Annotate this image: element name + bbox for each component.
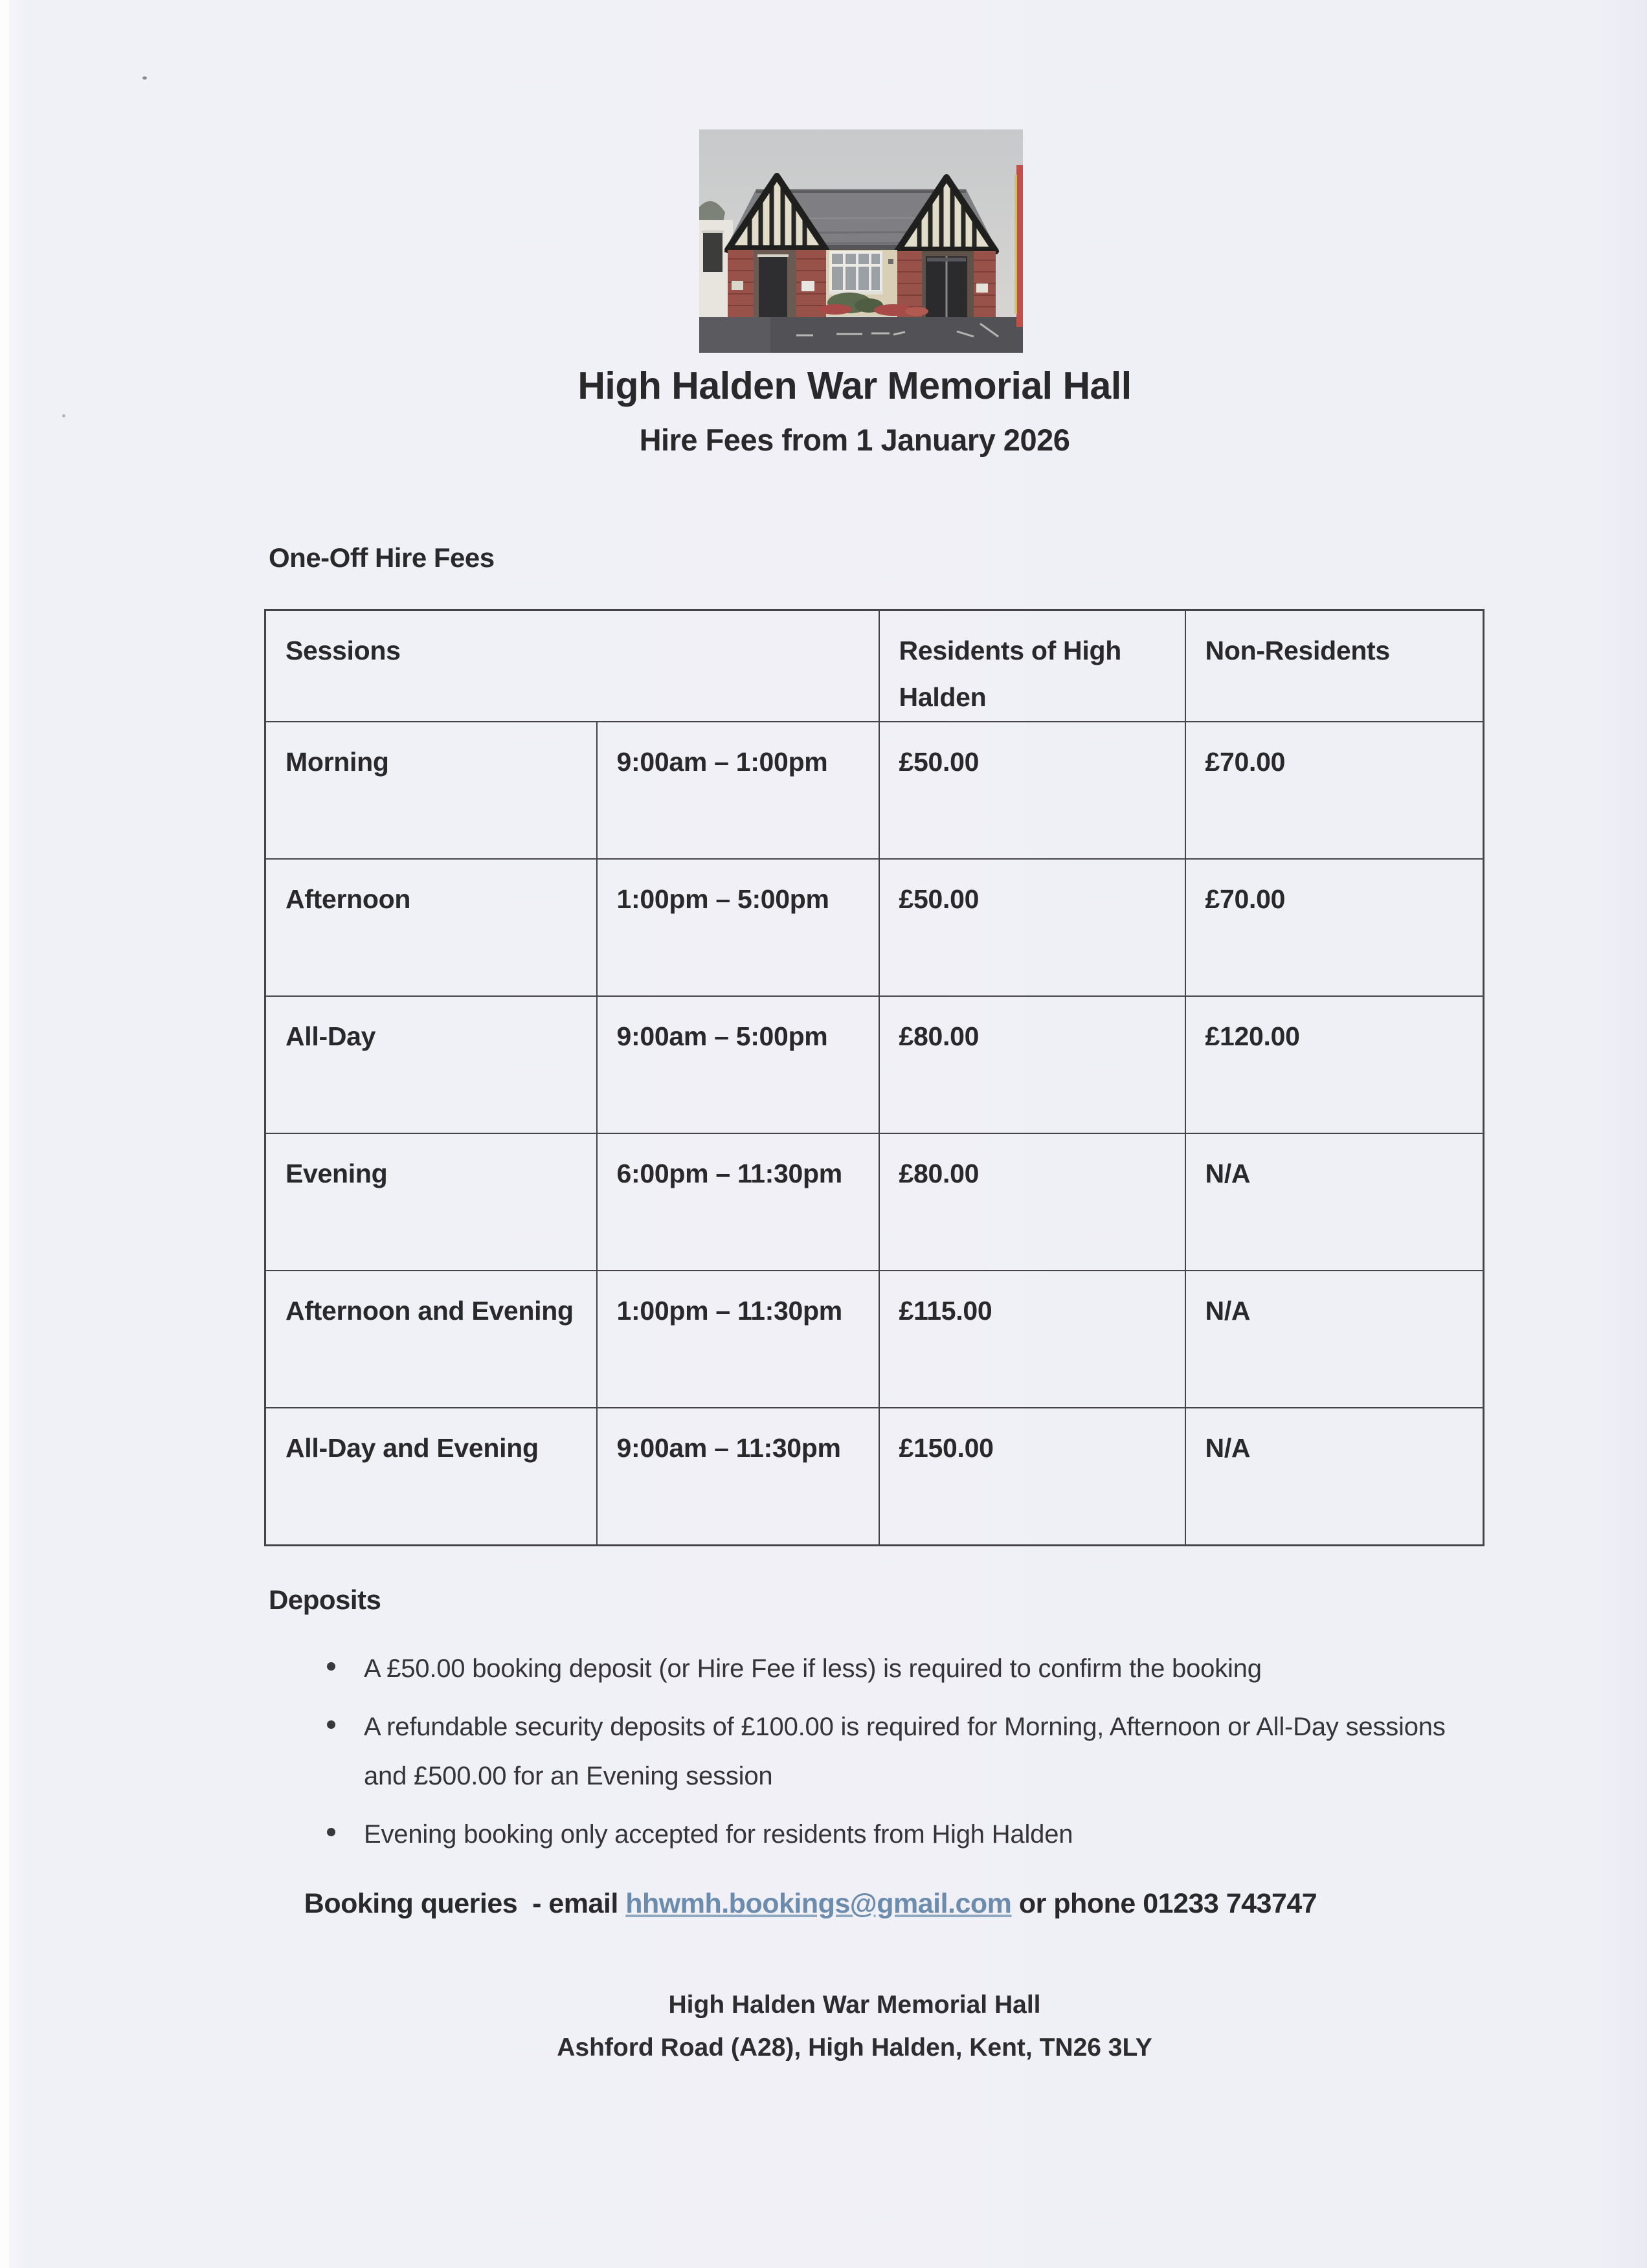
table-row	[265, 1271, 1484, 1408]
session-name: Evening	[265, 1133, 597, 1271]
session-name: Afternoon and Evening	[265, 1271, 597, 1408]
bullet-text: A £50.00 booking deposit (or Hire Fee if less) is required to confirm the booking	[364, 1654, 1262, 1683]
resident-fee: £150.00	[879, 1408, 1185, 1546]
session-time: 9:00am – 11:30pm	[597, 1408, 879, 1546]
page-subtitle: Hire Fees from 1 January 2026	[639, 423, 1070, 457]
table-row	[265, 859, 1484, 996]
hire-fees-table	[264, 609, 1485, 1546]
bullet-text: Evening booking only accepted for residents from High Halden	[364, 1820, 1073, 1849]
non-resident-fee: £70.00	[1185, 722, 1484, 859]
session-time: 6:00pm – 11:30pm	[597, 1133, 879, 1271]
column-header-residents: Residents of High Halden	[879, 610, 1185, 722]
table-row	[265, 996, 1484, 1133]
footer-hall-name: High Halden War Memorial Hall	[668, 1991, 1041, 2019]
session-time: 9:00am – 5:00pm	[597, 996, 879, 1133]
deposits-heading: Deposits	[269, 1584, 381, 1615]
table-header-row	[265, 610, 1484, 722]
session-name: Afternoon	[265, 859, 597, 996]
list-item	[327, 1702, 1466, 1801]
scan-speckle	[62, 414, 65, 417]
resident-fee: £115.00	[879, 1271, 1185, 1408]
scan-speckle	[142, 76, 147, 80]
session-name: Morning	[265, 722, 597, 859]
column-header-sessions: Sessions	[265, 610, 879, 722]
column-header-non-residents: Non-Residents	[1185, 610, 1484, 722]
scan-edge	[0, 0, 9, 2268]
footer-address: Ashford Road (A28), High Halden, Kent, TN26 3LY	[557, 2034, 1152, 2062]
bullet-icon	[327, 1828, 335, 1836]
bullet-text: A refundable security deposits of £100.00 is required for Morning, Afternoon or All-Day sessions and £500.00 for an Evening session	[364, 1713, 1446, 1790]
non-resident-fee: £120.00	[1185, 996, 1484, 1133]
hall-photo-illustration	[699, 129, 1023, 353]
resident-fee: £80.00	[879, 996, 1185, 1133]
page-title: High Halden War Memorial Hall	[577, 364, 1132, 407]
deposits-bullet-list	[327, 1644, 1466, 1868]
session-time: 9:00am – 1:00pm	[597, 722, 879, 859]
non-resident-fee: N/A	[1185, 1133, 1484, 1271]
session-time: 1:00pm – 5:00pm	[597, 859, 879, 996]
one-off-hire-fees-heading: One-Off Hire Fees	[269, 542, 495, 573]
booking-queries-line	[274, 1856, 1317, 1951]
non-resident-fee: N/A	[1185, 1271, 1484, 1408]
booking-email-link[interactable]: hhwmh.bookings@gmail.com	[625, 1888, 1012, 1919]
non-resident-fee: N/A	[1185, 1408, 1484, 1546]
resident-fee: £50.00	[879, 859, 1185, 996]
hall-photo	[699, 129, 1023, 353]
table-row	[265, 722, 1484, 859]
resident-fee: £50.00	[879, 722, 1185, 859]
list-item	[327, 1810, 1466, 1859]
session-name: All-Day and Evening	[265, 1408, 597, 1546]
non-resident-fee: £70.00	[1185, 859, 1484, 996]
list-item	[327, 1644, 1466, 1693]
table-row	[265, 1133, 1484, 1271]
booking-queries-suffix: or phone 01233 743747	[1011, 1888, 1317, 1919]
session-name: All-Day	[265, 996, 597, 1133]
session-time: 1:00pm – 11:30pm	[597, 1271, 879, 1408]
bullet-icon	[327, 1662, 335, 1671]
booking-queries-prefix: Booking queries - email	[304, 1888, 626, 1919]
table-row	[265, 1408, 1484, 1546]
bullet-icon	[327, 1720, 335, 1729]
resident-fee: £80.00	[879, 1133, 1185, 1271]
